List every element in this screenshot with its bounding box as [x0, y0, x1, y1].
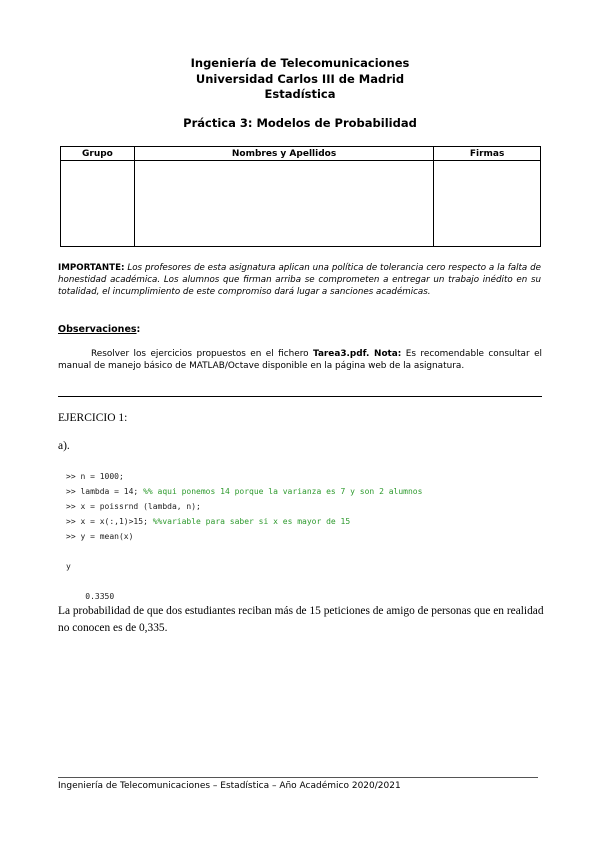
- names-cell: [134, 161, 433, 247]
- observations-heading: [58, 324, 140, 335]
- code-line-4: [66, 514, 422, 529]
- observations-note-label: Nota:: [374, 349, 402, 359]
- observations-text-before: Resolver los ejercicios propuestos en el fichero: [91, 349, 314, 359]
- observations-text-mid: .: [365, 349, 375, 359]
- group-table: [60, 146, 541, 247]
- code-line-5: >> y = mean(x): [66, 532, 134, 541]
- important-notice: [58, 262, 541, 298]
- code-line-3: >> x = poissrnd (lambda, n);: [66, 502, 201, 511]
- code-line-4-comment: %%variable para saber si x es mayor de 15: [152, 517, 351, 526]
- footer-divider: [58, 777, 538, 778]
- header-line-program: Ingeniería de Telecomunicaciones: [190, 56, 410, 70]
- code-block: [66, 469, 422, 604]
- exercise-part: a).: [58, 440, 70, 452]
- code-blank-line: [66, 544, 422, 559]
- code-line-2: [66, 484, 422, 499]
- column-header-names: Nombres y Apellidos: [134, 147, 433, 161]
- column-header-signatures: Firmas: [434, 147, 541, 161]
- observations-text-after: Es recomendable consultar el manual de manejo básico de MATLAB/Octave disponible en la página web de la asignatura.: [58, 349, 542, 371]
- conclusion-text: La probabilidad de que dos estudiantes reciban más de 15 peticiones de amigo de personas que en realidad no conocen es de 0,335.: [58, 605, 544, 634]
- signatures-cell: [434, 161, 541, 247]
- section-divider: [58, 396, 542, 397]
- code-line-2-comment: %% aqui ponemos 14 porque la varianza es 7 y son 2 alumnos: [143, 487, 423, 496]
- code-line-4-code: >> x = x(:,1)>15;: [66, 517, 153, 526]
- code-line-2-code: >> lambda = 14;: [66, 487, 144, 496]
- column-header-group: Grupo: [61, 147, 135, 161]
- code-blank-line-2: [66, 574, 422, 589]
- important-text: Los profesores de esta asignatura aplican una política de tolerancia cero respecto a la falta de honestidad académica. Los alumnos que firman arriba se comprometen a entregar un trabajo inédito en su totalidad, el incumplimiento de este compromiso dará lugar a sanciones académicas.: [58, 263, 541, 297]
- footer-text: Ingeniería de Telecomunicaciones – Estadística – Año Académico 2020/2021: [58, 781, 401, 791]
- exercise-heading: EJERCICIO 1:: [58, 412, 128, 424]
- observations-file: Tarea3.pdf: [313, 349, 366, 359]
- code-line-6: y: [66, 562, 71, 571]
- code-line-7: 0.3350: [66, 592, 115, 601]
- code-line-1: >> n = 1000;: [66, 472, 124, 481]
- important-label: IMPORTANTE:: [58, 263, 125, 273]
- group-cell: [61, 161, 135, 247]
- header-line-subject: Estadística: [264, 87, 336, 101]
- observations-colon: :: [136, 324, 141, 335]
- practice-title: Práctica 3: Modelos de Probabilidad: [183, 116, 417, 130]
- observations-label: Observaciones: [58, 324, 137, 335]
- header-line-university: Universidad Carlos III de Madrid: [195, 72, 405, 86]
- observations-text: [58, 348, 542, 372]
